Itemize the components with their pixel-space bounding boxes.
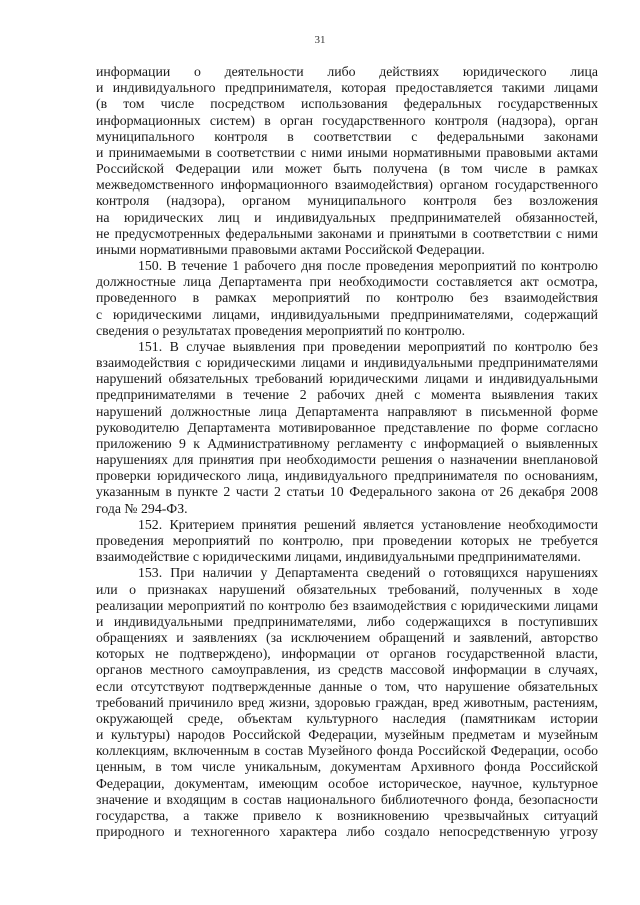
text-line: приложению 9 к Административному регламенту с информацией о выявленных [96,435,598,451]
text-line: с юридическими лицами, индивидуальными предпринимателями, содержащий [96,306,598,322]
text-line: окружающей среде, объектам культурного наследия (памятникам истории [96,710,598,726]
text-line: руководителю Департамента мотивированное представление по форме согласно [96,419,598,435]
text-line: коллекциям, включенным в состав Музейного фонда Российской Федерации, особо [96,743,598,759]
text-line: природного и техногенного характера либо создало непосредственную угрозу [96,824,598,840]
text-line: контроля (надзора), органом муниципального контроля без возложения [96,193,598,209]
text-line: проведения мероприятий по контролю, при проведении которых не требуется [96,532,598,548]
text-line: на юридических лиц и индивидуальных предпринимателей обязанностей, [96,209,598,225]
text-line: нарушений должностные лица Департамента направляют в письменной форме [96,403,598,419]
page-number: 31 [314,34,326,46]
text-line: Российской Федерации или может быть получена (в том числе в рамках [96,161,598,177]
text-line: взаимодействие с юридическими лицами, индивидуальными предпринимателями. [96,549,581,565]
text-line: 151. В случае выявления при проведении мероприятий по контролю без [138,338,598,354]
text-line: проверки юридического лица, индивидуального предпринимателя по основаниям, [96,468,598,484]
text-line: ценным, в том числе уникальным, документам Архивного фонда Российской [96,759,598,775]
text-line: и индивидуальными предпринимателями, либо содержащихся в поступивших [96,613,598,629]
text-line: требований причинило вред жизни, здоровью граждан, вред животным, растениям, [96,694,598,710]
text-line: (в том числе посредством использования федеральных государственных [96,96,598,112]
text-line: проведенного в рамках мероприятий по контролю без взаимодействия [96,290,598,306]
text-line: если отсутствуют подтвержденные данные о том, что нарушение обязательных [96,678,598,694]
text-line: иными нормативными правовыми актами Российской Федерации. [96,241,485,257]
text-line: указанным в пункте 2 части 2 статьи 10 Федерального закона от 26 декабря 2008 [96,484,598,500]
text-line: взаимодействия с юридическими лицами и индивидуальными предпринимателями [96,355,598,371]
text-line: информационных систем) в орган государственного контроля (надзора), орган [96,112,598,128]
text-line: должностные лица Департамента при необходимости составляется акт осмотра, [96,274,598,290]
text-line: предпринимателями в течение 2 рабочих дней с момента выявления таких [96,387,598,403]
text-line: и принимаемыми в соответствии с ними иными нормативными правовыми актами [96,144,598,160]
text-line: нарушений обязательных требований юридическими лицами и индивидуальными [96,371,598,387]
text-line: муниципального контроля в соответствии с федеральными законами [96,128,598,144]
text-line: и культуры) народов Российской Федерации, музейным предметам и музейным [96,727,598,743]
text-line: не предусмотренных федеральными законами и принятыми в соответствии с ними [96,225,598,241]
text-line: обращениях и заявлениях (за исключением обращений и заявлений, авторство [96,630,598,646]
text-line: 152. Критерием принятия решений является установление необходимости [138,516,598,532]
text-line: реализации мероприятий по контролю без взаимодействия с юридическими лицами [96,597,598,613]
text-line: и индивидуального предпринимателя, которая предоставляется такими лицами [96,80,598,96]
text-line: 150. В течение 1 рабочего дня после проведения мероприятий по контролю [138,258,598,274]
text-line: информации о деятельности либо действиях юридического лица [96,64,598,79]
text-line: органов местного самоуправления, из средств массовой информации в случаях, [96,662,598,678]
text-line: значение и входящим в состав национального библиотечного фонда, безопасности [96,791,598,807]
body-text [96,64,598,840]
text-line: или о признаках нарушений обязательных требований, полученных в ходе [96,581,598,597]
text-line: 153. При наличии у Департамента сведений о готовящихся нарушениях [138,565,598,581]
text-line: межведомственного информационного взаимодействия) органом государственного [96,177,598,193]
text-line: которых не подтверждено), информации от органов государственной власти, [96,646,598,662]
text-line: года № 294-ФЗ. [96,500,188,516]
text-line: государства, а также привело к возникновению чрезвычайных ситуаций [96,807,598,823]
text-line: сведения о результатах проведения мероприятий по контролю. [96,322,466,338]
text-line: нарушениях для принятия при необходимости решения о назначении внеплановой [96,452,598,468]
text-line: Федерации, документам, имеющим особое историческое, научное, культурное [96,775,598,791]
